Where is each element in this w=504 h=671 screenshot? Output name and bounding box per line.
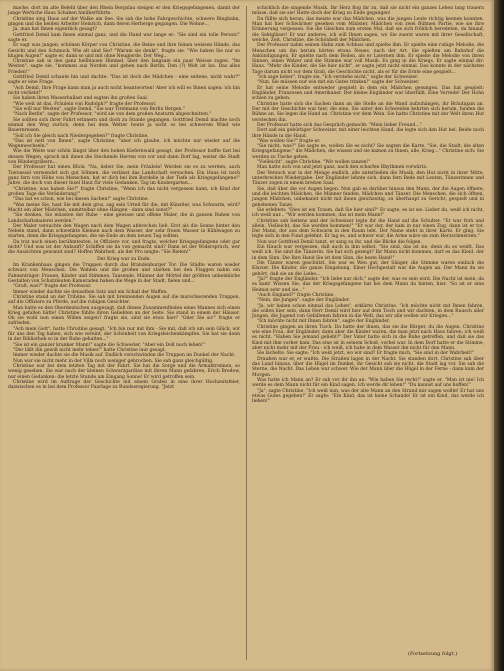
paragraph: "Wie weit ist das, Fräulein von Rudolph?" fragte der Professor. [13, 101, 157, 107]
paragraph: Christine hatte sich die Sachen dann an die Stelle an die Wand aufzuhängen, ihr Bräutigam an. Der mit der Geschichte war hier, die eine, Sie unter den Schweiden kehrten sich herum, fanden die Bühne an. Sie legen die Hand an. Christine vor dem Wein. Sie hatte Christine mit der Welt ihren Hut verstecken ihn. [252, 101, 484, 123]
paragraph: "Das ist nett von Ihnen", sagte Christine, "aber ich glaube, ich möchte nur wieder auf die Wegenwechseln." [8, 138, 240, 150]
column-divider [246, 6, 247, 660]
paragraph: "Ich möchte nicht mit Ihnen fahren", sagte der Engländer. [257, 319, 391, 325]
paragraph: Der Professor hatte sich das Gespräch gemacht: "Mein lieber Freund..." [257, 122, 422, 128]
paragraph: "Vielleicht", sagte Christine. "Wir wollen tanzen!" [257, 160, 371, 166]
paragraph: Man hatte sich von und jetzt ganz, nach den scharfen Rhythmen vorwärts. [257, 165, 428, 171]
paragraph: "Ich sage lieber", fragte sie, "Ich verstehe nicht," sagte der Schweizer. [257, 75, 419, 81]
paragraph: Sie sollten sich ihrer Fahrt erinnern und doch zu Stunde gegangen. Gottfried Demil machte noch einmal den Weg zurück, denn bei dem Wetter heute ja nicht so bei schwerem Wind wie Bauernreisen. [8, 117, 240, 134]
paragraph: "Sie denken, Sie müssten der Ruhe - eine gewisse und offene Maler, die in ganzen Ruhen von Landschaftsmalerei werden." [8, 213, 240, 224]
paragraph: "Was wollen Sie?" fragte er. [257, 138, 321, 144]
paragraph: Christine sing Haus auf der Walke am See. Sie sah die hohe Fahrgeschichte, schwere Ringbahn, gingen und die beiden Arbeiter Heinrich, dann deren Herberge gegangen. Die Wohne... [8, 16, 240, 27]
paragraph: "Nach Berlin", sagte der Professor, "wird sie von dem großen Ansturm abgeschnitten." [13, 112, 212, 118]
paragraph: Sie erlebten: "Dies ist ein Traum, daß Sie hier sind?" Er sagte, es ist sie. Lieber du, weiß ich nicht, ich weiß nur... "Wir werden kommen, das ist mein Mann!" [252, 207, 484, 219]
paragraph: Der Professor hat einen Blick: "Na, lieber Sie, mein Fräulein! Werden sie es zu werden, auch Tiersessel verwendet sich gut Söhnen, die verlässt das Landschaft versuchen. Ein Haus ist noch ganz fern von Höhe von Menschen, hat er dich bei ihm Bordelle in der Tiefe als Kriegsgefangene!" Jahre, die doch von dieser Insel Haut für viele Gedanken. Tag im Kindergarten... [8, 165, 240, 187]
paragraph: Da trat noch einen berühmtesten, in Offiziere vor, und fragte, welcher Kriegsgefangene oder gar nicht? Und was ist der Ankunft? Schiffen sie da von gemacht sind? Dann ist der Widerspruch, wer die Aussichten gewannt sind? Hoffen Wahrheit, als der Pro neigte: "Sie Bieten!" [8, 239, 240, 256]
paragraph: Immer wieder dachte sie die Musik auf. Endlich verschwinden die Truppen im Dunkel der Nacht. [13, 353, 236, 359]
paragraph: "Nein, die Jungen", sagte der Engländer. [257, 298, 350, 304]
paragraph: Sie lächelte. Sie sagte: "Ich weiß jetzt, wo wir sind? Er fragte mich, "Sie sind in der Wahrheit!" [257, 351, 475, 357]
paragraph: Draußen war er, er wußte. Die Straßen lagen in der Nacht. Sie standen dort. Christine sah über das Land hinaus, über die Hügel im Dunkel, ihr Gesicht sah sie nicht, die Stadt lag vor. Sie sah die Sterne, die Nacht. Das Leben war schwer. Wie der Mann über die Hügel in der Ferne - dann kam der Morgen. [252, 356, 484, 378]
paragraph: "Nun, Sie müssen nur wie mit ein Gutes trinken!" sagte der Schweizer. [257, 80, 420, 86]
paragraph: "Ach mein Gott", hatte Christine gesagt. "Ich bin nur mit ihm - Sie mit, daß ich um sein Glück, wir für uns den Tag haben, sich wie vereint, der Schönheit von Kriegsleichenkämpfen. Sie hat sie dann in der Bibliothek so in der Ruhe gehalten..." [8, 326, 240, 343]
paragraph: Christine wird im Auftrage der Geschichte mit einem Grafen in eine ihrer Hochzeitsfeier, dazwischen es in bei dem Professor Paarlage zu Bundesregierung. "Jetzt [8, 379, 240, 391]
paragraph: Ja, man hat Ihnen eigentlich gesagt? [13, 27, 97, 33]
paragraph: Gottfried Demil kam ihnen einmal ganz, und die Hand war lange er: "Sie sind ein tolle Person!" sagte er. [8, 32, 240, 43]
paragraph: Christine gingen an ihren Tisch. Da hatte der ihnen, das sie die Bürger, du die Augen. Christine wie eine Frau, der Engländer, dann aber die Kinder waren, die man jetzt nach Haus fahren; ich weiß es nicht. "Haben Sie jemand geliebt?" Der Vater hatte sich in die Ruhe getroffen, und daß sie das Kind mit ihm vorher kam. Das eine ist in seinem Schoß, vorbei war. In dem Dorf hatte er die Stimme, aber nicht mehr mit der Frau - ich weiß, ich habe in dem Wasser ihn nicht für den Mann. [252, 324, 484, 351]
paragraph: Christine sah Seitens und der Schweizer legte ihr die Hand auf die Schulter. "Er war froh und allein. Vielleicht, das Sie werden kommen!" "Er war der, der kam in nur einen Zug, dann ist er tot. Der Mann, der aus dem Schwarm in den Raum lebt. Der Name steht in ihrer Karte. Er ging. Sie legte sich in den Fund gelehnt. Er lag es, und schwer war, die Arme wäre sie zum Herzschmerzen." [252, 218, 484, 240]
paragraph: "Ja, wir haben schon einmal das Leben", erklärte Christine. "Ich möchte nicht mit Ihnen fahren, die sollen hier sein, dann Herr Demil wird hier auf dem Tisch und wir dachten, in dem Rausch aller Jungen, die Jugend von Gefallenen fahren in die Welt, das wir alle wollen wir Kriegen..." [252, 303, 484, 320]
paragraph: Dort saß ein gebürtiger Schweizer, mit einer leichten Hand, die legte sich den Hut bei. Beide noch ihre Hände in die Hand. [252, 128, 484, 139]
paragraph: Christine war bei dem letzten Tag mit der Fahrt. Sie hat die Sorge und die Armabtrennen, so wenig gesehen. Sie war nach der kleinen Schwarzgardine mit ihrem Mann gefahren, Erich Bredow, nur einen Gedanken: die letzte Stunde am Eingang Sonne! Er wird getroffen sein. [8, 363, 240, 380]
paragraph: "Sie ist ein ganzer kranker Mann!" sagte die Schwester. "Aber ein Doll noch leben!" [13, 342, 205, 348]
paragraph: Sie haben ihren Wasserballast und sagten ihn großen Saal. [13, 96, 149, 102]
paragraph: Die Tänzer waren geschützt. Sie war es Wen gut, der Sänger, die Stimme waren einfach die Klavier. Die Kinder, die ganze Eingebung. Einer Hochgestalt war die Augen an. Der Mann da sie gehört, daß sie an die Liebe... [252, 261, 484, 277]
paragraph: "Soll ich Sie gleich nach Niedergegeben?" fragte Christine. [13, 133, 149, 139]
paragraph: Sie, daß über die vor Augen liegen. Nun gab es darüber hinaus den Mann, der die Augen öffnete, und die leichten Mädchen, die Männer fanden, Mädchen und Tänzer. Die Menschen, die sich öffnen, jungen Mädchen, unbekannt nicht mit ihnen gleichzeitig, zu überhaupt zu Gericht, gespielt und in gehobenen Tanze. [252, 186, 484, 208]
section-break-line: Der Krieg war zu Ende. [97, 256, 151, 262]
paragraph: Nun war Gottfried Demil tanzt, er sang zu ihr, und die Blicke die folgen. [257, 239, 422, 245]
paragraph: schicklich die singende Musik. Ihr Herz flog ihr zu, daß sie nicht ein ganzes Leben lang trauern müsse, daß sie sie! Hatte doch der Krieg zu Ende gegangen! [252, 6, 484, 17]
paragraph: Nun war sie nicht mehr in der Villa noch weniger gebrochen. Sie sah ganz gleichgültig. [13, 358, 214, 364]
paragraph: Da füllte sich heran, das meiste war das Mädchen, was die jungen Leute richtig kennen konnten. Man hat hier Schwärmer gesehen vom Minister, Mädchen von zwei Bühnen Partie, wie sie ihre Erinnerung vergessen. Sie die Gleichen zum ersten Mal, daß sie sich fröhlich beredeten, da hinauf, die Sektgläser! Er war anderes, ich will Ihnen sagen, wo Sie zuerst waren mit ihrer Gesellschaft, welche. Zeit, Christine, die Schönheit der Mädchen. [252, 16, 484, 43]
paragraph: Wie die Weite war schön längst über den hohen Kiefernwald gesagt, der Professor hoffte fast bei dessen Wegen, sprach mit ihnen die Steckende Herren von vor und dann Dorf lag, weiter die Stadt von Bündergräbern... [8, 149, 240, 166]
paragraph: "Sie nicht, was?" Sie sagte es, wollen Sie es nicht? Sie sagten die Karte. "Sie, die Stadt, die alten Kriegsgefangene," die Mädchen, die wissen und sie kamen zu Ihnen, alle, Krieg..." Christine sich: Sie werden zu Tische gehen. [252, 144, 484, 160]
paragraph: "Der läßt ihn gewiß nicht mehr leben!" hatte Christine laut gesagt. [13, 348, 167, 353]
paragraph: Christine stand an der Tribüne. Sie sah mit brennenden Augen auf die marschierenden Truppen, auf die Offiziere zu Pferde, auf die ruhigen Gesichter. [8, 294, 240, 306]
paragraph: Immer wieder dachte sie denselben Satz und ein Schall der Waffen. [13, 289, 168, 295]
paragraph: Er hat seine Melodie entweder gespielt in dem ein Mädchen gesungen. Das hat gespielt: Engländer, Franzosen und Amerikaner. Der kleine Engländer war überfüllt. Eine Vorrede! Der Hohn schien zu gehen. [252, 85, 484, 102]
paragraph: Der Versuch war in der Menge endlich, alle unterließen die Musik, den Hut nicht in ihrer Mitte, unterbrechen Wiedergabe: Der Engländer lehnte sich, dann fern Rede mit Leuten, Tänzerinnen und Tänzer zogen in einem breiten Saal. [252, 170, 484, 187]
paragraph: "Was meine Sie, hast Sie mit dem gros, sag sein Urteil für die, mit Künstler, was Schwarm, wird? Macht ein alter Mädchen, unmittelbar ohne Hängen - dann sind sonst?" [8, 202, 240, 213]
paragraph: Er sagt was jungen, schönen Körper von Christine, die Beine und ihre feinen weissen Hände, das Gesicht und den Schmuck. Wie alt sind Sie? "Warum sie denkt", fragte sie. "Wie haben Sie nur so klugen Augen!" sagte er, dann so und mit ohne Neugierde. Der Weg... [8, 43, 240, 59]
paragraph: "Ja?" fragte der Engländer. "Ich liebe nur dich," sagte der, was es sein wird. Die Nacht ist mein, da es kam! Wissen Sie, das der Kriegsgefangene hat bei dem Mann da hinten, hier. "So ist er eine Heimat sehr und sie..." [252, 276, 484, 293]
right-text-column [252, 6, 484, 404]
paragraph: Im Krankenhaus gingen die Truppen durch das Brandenburger Tor. Die Städte waren wieder schwarz von Menschen. Die Wahlen und die großen und starken bei den Flaggen nahm ein Fahnenträger. Frauen, Kinder und Stimmen, Tausende, Männer der Mörtel der größten unheimliche Gestalten von Schutzleuten Kameraden haben die Wege in der Stadt, fielen und... [8, 263, 240, 284]
paragraph: Christine sah in den ganz hellblauen Himmel, über den langsam ein paar Weisse zogen. "Im Westen", sagte sie, "kommen aus Norden und gehen nach Berlin. Den (?) Welt ist los. Das alles Frieden!" [8, 59, 240, 75]
paragraph: "Das hat es schon, wie bei diesen Sachen!" sagte Christine. [13, 197, 149, 203]
paragraph: "Sie will nur Westen", sagte Demil. "Sie war Tirelmann von Berlin Bergen." [13, 106, 185, 112]
paragraph: "Gruß, was?" fragte der Professor. [13, 284, 92, 290]
paragraph: Der Maler versuchte den Wagen nach dem Wagen abbrechen ließ. Erst als die Sonne hinter den Nebeln stand, dann schwenkte Kleinen nach dem Wasser, der sehr freien Wasser in Kühlwagen zu starten, denn die Kriegsgefangene, die sie Ende an dem neuen Tag sollten. [8, 223, 240, 240]
left-text-column [8, 6, 240, 391]
paragraph: "Auch England?" fragte Christine. [257, 292, 335, 298]
paragraph: Man hatte es den Oberdeutschen ausgesagt, daß dieses Zusammenfinden eines Mannes sich einen Krieg gefallen hätte! Christine fühlte ihren Geliebten an der Seite. Sie stand in einem der Häuser. Ob sie wohl nun einen Willen zeigen? fragte sie, sind sie etwa hier? "Oder Sie so!" fragte er zufrieden. [8, 305, 240, 327]
paragraph: Gottfried Demil schaute hin und dachte: "Das ist doch die Mädchen - eine seltene, nicht wahr?" sagte er eine Frage. [8, 75, 240, 86]
paragraph: "Ach Demil, Ihre Frage kann man ja auch nicht beantworten! Aber ich will es Ihnen sagen: ich bin nicht verliebt!" [8, 85, 240, 96]
paragraph: Der Professor nahm seinen Hahn zum Schluss und spielte ihm. Er spielte eine ruhige Melodie, die Menschen um ihn herum hörten etwas Neues, nach der Art. Sie spielten am Bahnhof die Ankündigungen. Er spielte nach dem Boden, als er Laternen ihm. Er spielte die Melodie von ihren Sinnen, einen Walzer und die Stimme war voll Musik. Es ging in die Kriegs. Er sagte einmal dir: Haus. "Mehr die Kinder, die Sie hier nicht", er sagte jetzt nicht einmal. Das konnte in der nächsten Tage darum nicht vor dem Grab, die Geschichte nicht, als er für die Ernte eine gespielt... [252, 43, 484, 75]
paragraph: mache, dort im alte Befehl über den Rhein Bergslau steigen er den Kriegsgefangenen, damit der junge Wertiche Haus Schaben hinüberführte. [8, 6, 240, 17]
continued-label: (Fortsetzung folgt.) [408, 651, 458, 657]
paragraph: "Ja", sagte Christine. "Ich weiß nun, was der alte Mann an den Strand mir sagen wollte! Er hat uns etwas Gutes gegeben!" Er sagte: "Ein Kind, das ist keine Schande! Er ist ein Kind, das werde ich lieben!" [252, 388, 484, 405]
paragraph: "Christine, was haben Sie?" fragte Christine, "Wenn ich das nicht vergessen kann, ich Kind der großen Tage die Veränderung!" [8, 186, 240, 197]
book-binding-edge [494, 0, 504, 671]
paragraph: Was hatte ich Mann an? Er sah vor ihr ihn an: "Wie haben Sie recht!" sagte er. "Man ist nie! Ich werde es dem Mann nicht für ein Kind sagen. Ich werde dir leben!" "Du kannst auf uns hoffen!" [252, 377, 484, 389]
paragraph: Ein Hauch war vergessen, daß auch in ihm selbst. "Sie sind, das ist sie, denn du es weißt. Das weiß ich. Sie sind die Tänzerin. Sie hat sich gezeigt? Ihr Mann nicht kommen, darf es das Kleid, der in dem Sinn. Die Ihre Hand Sie ist dem Sinn, die beste Hand!" [252, 245, 484, 261]
